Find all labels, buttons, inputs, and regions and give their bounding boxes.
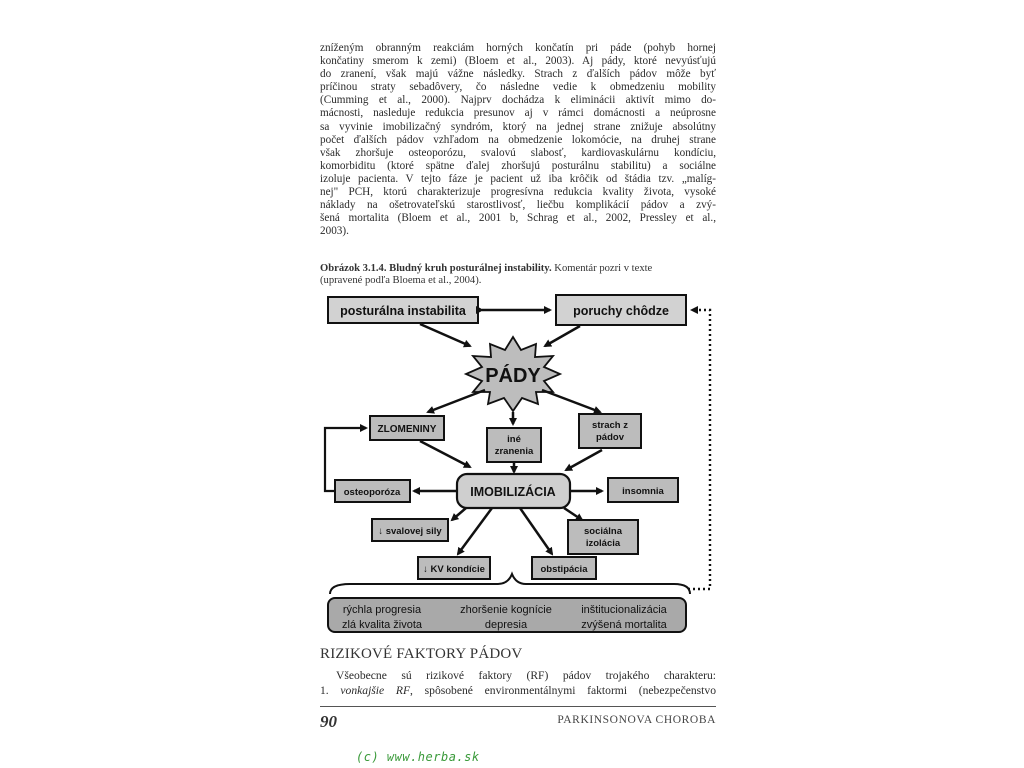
outcomes-box <box>328 598 686 632</box>
box-strach-z-padov <box>579 414 641 448</box>
outcome-rychla-progresia: rýchla progresia <box>342 604 422 616</box>
figure-caption-comment: Komentár pozri v texte <box>551 263 653 274</box>
arrow-to-imobilizacia <box>420 441 470 467</box>
body-paragraph <box>320 42 716 238</box>
arrow-to-socialna-izolacia <box>564 508 582 520</box>
brace <box>330 574 690 594</box>
box-posturalna-instabilita <box>328 297 478 323</box>
paragraph-line: sa vyvinie imobilizačný syndróm, ktorý na jednej strane znižuje absolútny <box>320 120 716 133</box>
box-socialna-izolacia <box>568 520 638 554</box>
page-number: 90 <box>320 712 337 731</box>
box-kv-label: ↓ KV kondície <box>423 564 485 575</box>
outcome-zla-kvalita-zivota: zlá kvalita života <box>341 619 423 631</box>
box-posturalna-label: posturálna instabilita <box>340 304 466 318</box>
outcome-zhorsenie-kognicie: zhoršenie kognície <box>460 604 552 616</box>
arrow-to-obstipacia <box>520 508 552 554</box>
arrow-pady-zlomeniny <box>428 390 485 412</box>
arrow-to-pady <box>545 326 580 346</box>
box-ine-label-1: iné <box>507 434 521 445</box>
box-svalovej-label: ↓ svalovej sily <box>378 526 442 537</box>
box-obstipacia-label: obstipácia <box>540 564 588 575</box>
box-imobilizacia <box>457 474 570 508</box>
arrow-pady-strach <box>542 390 600 412</box>
paragraph-line: mácnosti, nasleduje redukcia presunov aj v rámci domácnosti a neúprosne <box>320 107 716 120</box>
paragraph-line: (Cumming et al., 2000). Najprv dochádza k eliminácii aktivít mimo do- <box>320 94 716 107</box>
box-poruchy-chodze <box>556 295 686 325</box>
box-zlomeniny-label: ZLOMENINY <box>377 424 437 435</box>
box-ine-label-2: zranenia <box>494 446 534 457</box>
box-zlomeniny <box>370 416 444 440</box>
box-osteoporoza <box>335 480 410 502</box>
paragraph-line: komorbiditu (ktoré spätne ďalej zhoršujú posturálnu stabilitu) a sociálne <box>320 159 716 172</box>
paragraph-line: príčinou straty sebadôvery, čo následne vedie k obmedzeniu mobility <box>320 81 716 94</box>
box-strach-label-2: pádov <box>596 432 624 443</box>
figure-caption-title: Obrázok 3.1.4. Bludný kruh posturálnej instability. <box>320 263 552 274</box>
box-insomnia <box>608 478 678 502</box>
box-insomnia-label: insomnia <box>622 486 664 497</box>
book-page <box>320 42 716 732</box>
arrow-to-svalovej-sily <box>452 508 466 520</box>
paragraph-line: šená mortalita (Bloem et al., 2001 b, Schrag et al., 2002, Pressley et al., <box>320 212 716 225</box>
paragraph-line: zníženým obranným reakciám horných končatín pri páde (pohyb hornej <box>320 42 716 54</box>
arrow-to-kv-kondicie <box>458 508 492 554</box>
box-strach-label-1: strach z <box>592 420 628 431</box>
figure-caption-source: (upravené podľa Bloema et al., 2004). <box>320 275 482 287</box>
paragraph-line: počet ďalších pádov vzhľadom na obmedzenie lokomócie, na druhej strane <box>320 133 716 146</box>
paragraph-line: izoluje pacienta. V tejto fáze je pacient už iba krôčik od štádia tzv. „malíg- <box>320 172 716 185</box>
box-ine-zranenia <box>487 428 541 462</box>
box-socialna-label-2: izolácia <box>585 538 621 549</box>
vicious-circle-diagram <box>320 294 716 634</box>
pady-star <box>466 337 560 411</box>
list-number: 1. <box>320 684 341 697</box>
paragraph-line: 2003). <box>320 225 349 238</box>
pady-label: PÁDY <box>485 365 541 387</box>
running-title: PARKINSONOVA CHOROBA <box>557 714 716 726</box>
paragraph-line: však zhoršuje osteoporózu, svalovú slabosť, kardiovaskulárnu kondíciu, <box>320 146 716 159</box>
outcome-institucionalizacia: inštitucionalizácia <box>581 604 667 616</box>
paragraph-line: nej" PCH, ktorú charakterizuje progresívna redukcia kvality života, vysoké <box>320 186 716 199</box>
box-obstipacia <box>532 557 596 579</box>
arrow-feedback-dotted <box>688 310 710 589</box>
box-svalovej-sily <box>372 519 448 541</box>
outcome-depresia: depresia <box>484 619 528 631</box>
box-imobilizacia-label: IMOBILIZÁCIA <box>470 485 556 499</box>
box-socialna-label-1: sociálna <box>583 526 623 537</box>
section-body-line: Všeobecne sú rizikové faktory (RF) pádov trojakého charakteru: <box>336 669 716 682</box>
section-heading: RIZIKOVÉ FAKTORY PÁDOV <box>320 646 523 662</box>
figure-caption <box>320 263 716 288</box>
list-text: , spôsobené environmentálnymi faktormi (nebezpečenstvo <box>410 684 716 697</box>
arrow-to-pady <box>420 324 470 346</box>
outcome-zvysena-mortalita: zvýšená mortalita <box>581 619 667 631</box>
watermark: (c) www.herba.sk <box>356 750 480 764</box>
emphasis-text: vonkajšie RF <box>340 684 411 697</box>
section-body <box>320 668 716 698</box>
box-kv-kondicie <box>418 557 490 579</box>
footer-rule <box>320 706 716 707</box>
box-osteoporoza-label: osteoporóza <box>343 487 401 498</box>
paragraph-line: náklady na ošetrovateľskú starostlivosť, liečbu komplikácií pádov a zvý- <box>320 199 716 212</box>
box-poruchy-label: poruchy chôdze <box>573 304 669 318</box>
section-body-line <box>320 683 716 698</box>
paragraph-line: končatiny smerom k zemi) (Bloem et al., 2003). Aj pády, ktoré nevyúsťujú <box>320 55 716 68</box>
arrow-to-imobilizacia <box>566 450 602 470</box>
paragraph-line: do zranení, však majú vážne následky. Strach z ďalších pádov môže byť <box>320 68 716 81</box>
